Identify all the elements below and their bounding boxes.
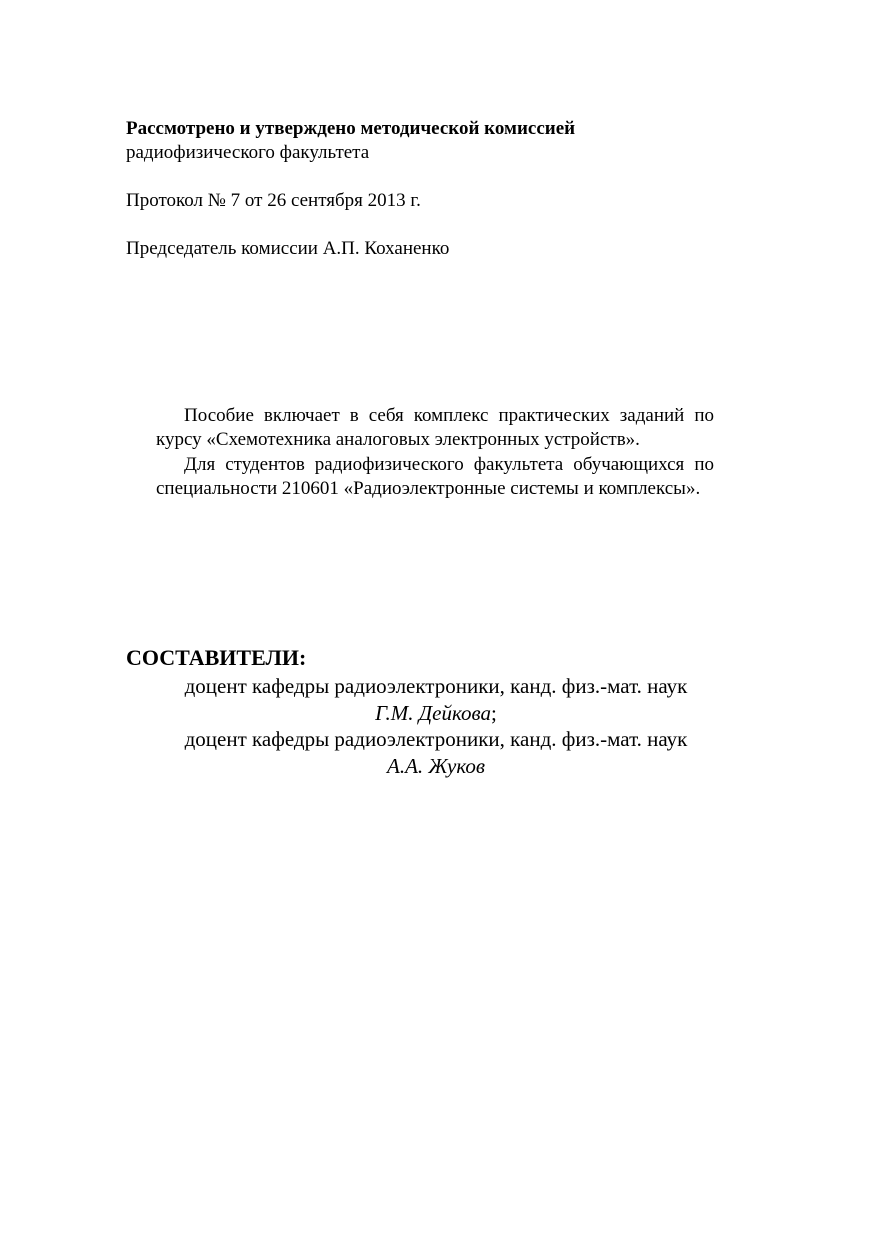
annotation-block: [156, 404, 714, 501]
annotation-paragraph-2: Для студентов радиофизического факультета обучающихся по специальности 210601 «Радиоэлектронные системы и комплексы».: [156, 453, 714, 499]
annotation-paragraph-1: Пособие включает в себя комплекс практических заданий по курсу «Схемотехника аналоговых электронных устройств».: [156, 405, 714, 451]
author-2-position: доцент кафедры радиоэлектроники, канд. физ.-мат. наук: [184, 727, 688, 751]
chairman-line: Председатель комиссии А.П. Коханенко: [126, 238, 450, 259]
author-1-position: доцент кафедры радиоэлектроники, канд. физ.-мат. наук: [184, 674, 688, 698]
author-1-name: Г.М. Дейкова: [375, 701, 491, 725]
author-1-separator: ;: [490, 701, 497, 725]
author-2-name: А.А. Жуков: [387, 754, 485, 778]
approval-title: Рассмотрено и утверждено методической комиссией: [126, 118, 576, 139]
protocol-line: Протокол № 7 от 26 сентября 2013 г.: [126, 190, 421, 211]
approval-subtitle: радиофизического факультета: [126, 142, 370, 163]
compilers-heading: СОСТАВИТЕЛИ:: [126, 645, 307, 670]
author-2-name-line: [126, 754, 746, 779]
author-1-name-line: [126, 701, 746, 726]
